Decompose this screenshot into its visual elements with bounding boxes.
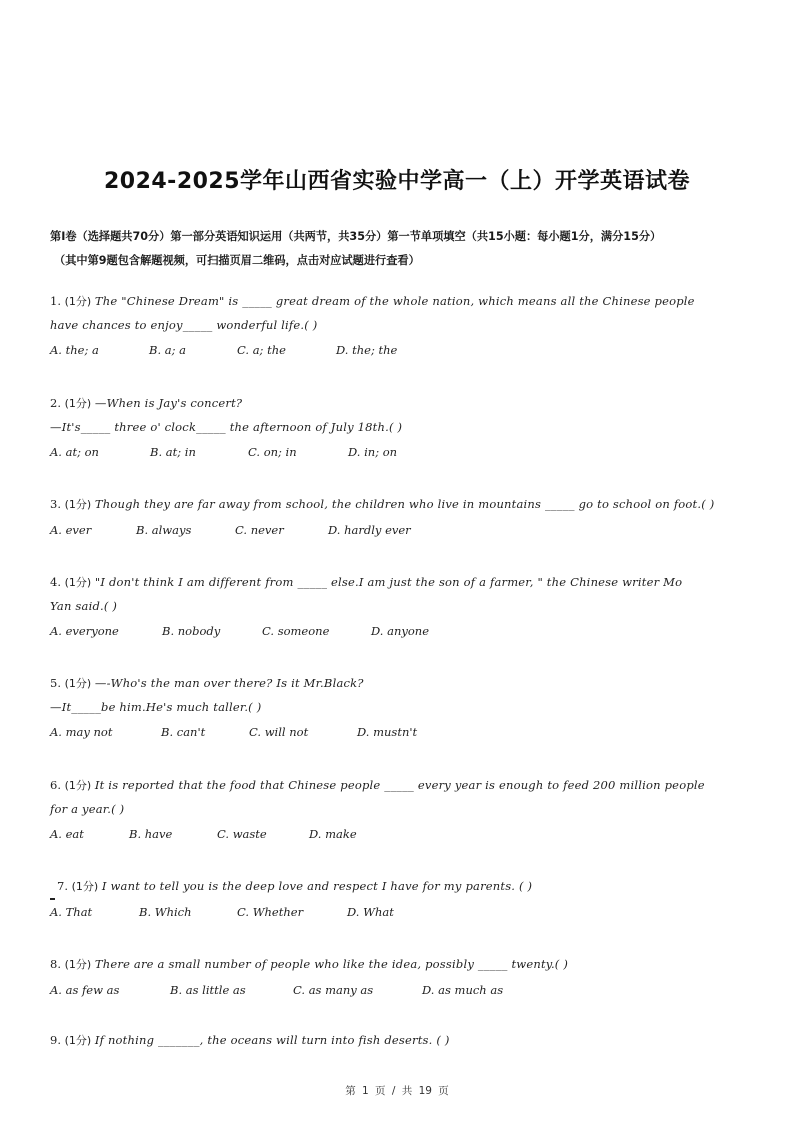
question-6 (50, 774, 750, 847)
question-score: (1分) (64, 397, 92, 410)
question-7 (57, 875, 757, 899)
option-d[interactable]: D. as much as (422, 982, 504, 997)
section-header (50, 225, 750, 273)
option-a[interactable]: A. ever (50, 522, 92, 537)
option-row (50, 517, 750, 543)
option-c[interactable]: C. Whether (237, 905, 304, 919)
option-a[interactable]: A. as few as (50, 982, 120, 997)
option-b[interactable]: B. nobody (162, 624, 221, 638)
question-score: (1分) (64, 295, 92, 308)
section-header-line1: 第Ⅰ卷（选择题共70分）第一部分英语知识运用（共两节，共35分）第一节单项填空（共15小题：每小题1分，满分15分） (50, 230, 662, 243)
option-a[interactable]: A. That (50, 905, 93, 919)
question-text: —When is Jay's concert? (94, 396, 243, 410)
question-text: Yan said.( ) (50, 598, 118, 613)
option-row (50, 439, 750, 465)
option-d[interactable]: D. anyone (371, 624, 430, 638)
question-number: 1. (50, 294, 61, 308)
question-text: The "Chinese Dream" is _____ great dream of the whole nation, which means all the Chinese people (94, 294, 695, 308)
question-score: (1分) (71, 880, 99, 893)
option-row (50, 618, 750, 644)
option-b[interactable]: B. at; in (150, 445, 196, 459)
option-c[interactable]: C. someone (262, 624, 330, 638)
option-c[interactable]: C. will not (249, 725, 309, 739)
option-a[interactable]: A. may not (50, 725, 113, 739)
option-a[interactable]: A. at; on (50, 445, 99, 459)
option-row (50, 899, 750, 925)
question-number: 6. (50, 778, 61, 792)
option-d[interactable]: D. the; the (336, 343, 398, 357)
question-text: It is reported that the food that Chinese people _____ every year is enough to feed 200 million people (94, 778, 705, 792)
option-b[interactable]: B. Which (139, 905, 192, 919)
section-header-line2: （其中第9题包含解题视频，可扫描页眉二维码，点击对应试题进行查看） (54, 254, 420, 267)
option-a[interactable]: A. the; a (50, 343, 99, 357)
option-a[interactable]: A. everyone (50, 624, 119, 638)
question-score: (1分) (64, 498, 92, 511)
option-row (50, 337, 750, 363)
option-row (50, 821, 750, 847)
question-text: Though they are far away from school, the children who live in mountains _____ go to school on foot.( ) (94, 497, 715, 511)
option-d[interactable]: D. make (309, 827, 357, 841)
question-5 (50, 672, 750, 745)
option-c[interactable]: C. on; in (248, 445, 297, 459)
question-number: 9. (50, 1033, 61, 1047)
question-number: 5. (50, 676, 61, 690)
question-text: I want to tell you is the deep love and respect I have for my parents. ( ) (101, 879, 533, 893)
question-text: for a year.( ) (50, 801, 125, 816)
page-title: 2024-2025学年山西省实验中学高一（上）开学英语试卷 (103, 169, 691, 194)
question-score: (1分) (64, 779, 92, 792)
option-c[interactable]: C. a; the (237, 343, 286, 357)
question-number: 7. (57, 879, 68, 893)
option-b[interactable]: B. always (136, 522, 192, 537)
option-row (50, 977, 750, 1003)
option-d[interactable]: D. in; on (348, 445, 398, 459)
question-number: 4. (50, 575, 61, 589)
question-text: If nothing _______, the oceans will turn into fish deserts. ( ) (94, 1033, 450, 1047)
option-d[interactable]: D. mustn't (357, 725, 418, 739)
option-b[interactable]: B. as little as (170, 982, 246, 997)
option-b[interactable]: B. a; a (149, 343, 187, 357)
question-3 (50, 493, 750, 543)
option-c[interactable]: C. waste (217, 827, 267, 841)
question-text: —It_____be him.He's much taller.( ) (50, 699, 262, 714)
page-footer: 第 1 页 / 共 19 页 (345, 1085, 449, 1097)
question-number: 2. (50, 396, 61, 410)
question-text: —It's_____ three o' clock_____ the afternoon of July 18th.( ) (50, 419, 403, 434)
question-7-options (50, 899, 750, 925)
question-score: (1分) (64, 677, 92, 690)
option-a[interactable]: A. eat (50, 827, 84, 841)
question-text: have chances to enjoy_____ wonderful life.( ) (50, 317, 318, 332)
question-score: (1分) (64, 1034, 92, 1047)
option-d[interactable]: D. hardly ever (328, 522, 411, 537)
question-text: "I don't think I am different from _____ else.I am just the son of a farmer, " the Chinese writer Mo (94, 575, 683, 589)
question-2 (50, 392, 750, 465)
question-1 (50, 290, 750, 363)
question-number: 8. (50, 957, 61, 971)
question-4 (50, 571, 750, 644)
question-score: (1分) (64, 576, 92, 589)
option-b[interactable]: B. can't (161, 725, 206, 739)
question-number: 3. (50, 497, 61, 511)
question-text: There are a small number of people who like the idea, possibly _____ twenty.( ) (94, 957, 569, 971)
option-c[interactable]: C. never (235, 522, 284, 537)
question-9 (50, 1029, 750, 1053)
option-row (50, 719, 750, 745)
question-text: —-Who's the man over there? Is it Mr.Black? (94, 676, 364, 690)
question-score: (1分) (64, 958, 92, 971)
option-d[interactable]: D. What (347, 905, 394, 919)
question-8 (50, 953, 750, 1003)
option-b[interactable]: B. have (129, 827, 173, 841)
option-c[interactable]: C. as many as (293, 982, 374, 997)
